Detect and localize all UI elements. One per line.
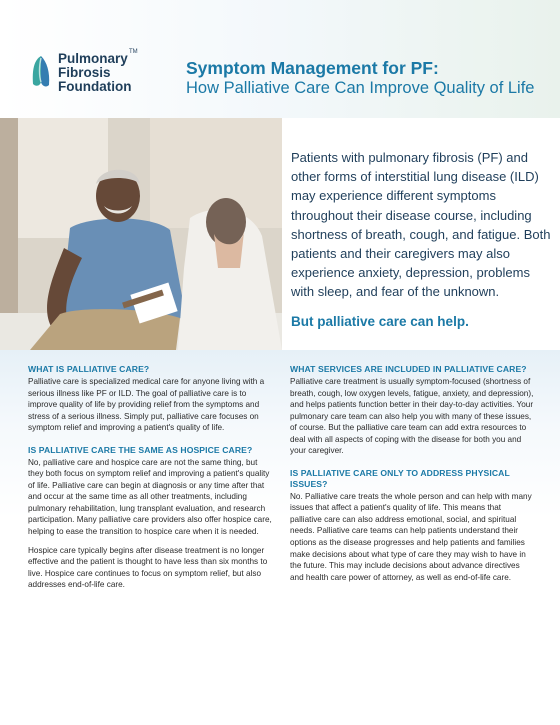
logo-line-foundation: Foundation bbox=[58, 79, 132, 94]
section-same-as-hospice bbox=[28, 445, 272, 591]
patient-and-caregiver-photo-icon bbox=[0, 118, 282, 350]
intro-tagline: But palliative care can help. bbox=[291, 314, 469, 329]
right-column bbox=[290, 364, 534, 583]
section-body: Palliative care treatment is usually symptom-focused (shortness of breath, cough, low oxygen levels, fatigue, anxiety, and depression), and helps patients function better in their day-to-day activities. Your pulmonary care team can also help you with many of these issues, of course. But the palliative care team can add extra resources to deal with all aspects of coping with the disease for both you and your caregiver. bbox=[290, 377, 534, 456]
section-body: Hospice care typically begins after disease treatment is no longer effective and the patient is thought to have less than six months to live. Hospice care continues to focus on symptom relief, but also addresses end-of-life care. bbox=[28, 545, 268, 590]
left-column bbox=[28, 364, 272, 591]
title-block bbox=[186, 58, 556, 98]
section-services-included bbox=[290, 364, 534, 457]
lung-logo-icon bbox=[30, 54, 52, 90]
section-body: No. Palliative care treats the whole person and can help with many issues that affect a patient's quality of life. This means that palliative care can also address emotional, social, and spiritual needs. Palliative care teams can help patients understand their options as the disease progresses and help patients and families make decisions about what type of care they may wish to have in the future. This may include decisions about advance directives and health care power of attorney, as well as end-of-life care. bbox=[290, 491, 532, 582]
spacer bbox=[290, 457, 534, 468]
spacer bbox=[28, 538, 272, 545]
page-title: Symptom Management for PF: bbox=[186, 58, 439, 78]
page-subtitle: How Palliative Care Can Improve Quality of Life bbox=[186, 79, 535, 97]
section-heading: IS PALLIATIVE CARE THE SAME AS HOSPICE CARE? bbox=[28, 444, 253, 455]
logo-line-fibrosis: Fibrosis bbox=[58, 65, 111, 80]
pff-logo[interactable] bbox=[22, 52, 132, 96]
trademark-mark: TM bbox=[129, 49, 138, 55]
section-body: No, palliative care and hospice care are not the same thing, but they both focus on symptom relief and improving a patient's quality of life. Palliative care can begin at diagnosis or any time after that and occur at the same time as all other treatments, including pulmonary rehabilitation, lung transplant evaluation, and research participation. Many palliative care providers also offer hospice care, helping to ease the transition to hospice care when it is needed. bbox=[28, 457, 272, 537]
intro-paragraph: Patients with pulmonary fibrosis (PF) and other forms of interstitial lung disease (ILD) may experience different symptoms throughout their disease course, including shortness of breath, cough, and fatigue. Both patients and their caregivers may also experience anxiety, depression, problems with sleep, and fear of the unknown. bbox=[291, 150, 551, 300]
header-banner bbox=[0, 0, 560, 118]
section-heading: IS PALLIATIVE CARE ONLY TO ADDRESS PHYSICAL ISSUES? bbox=[290, 467, 510, 489]
section-heading: WHAT IS PALLIATIVE CARE? bbox=[28, 364, 150, 374]
section-body: Palliative care is specialized medical care for anyone living with a serious illness like PF or ILD. The goal of palliative care is to improve quality of life by providing relief from the symptoms and stress of a serious illness. Simply put, palliative care focuses on symptom relief and improving a patient's quality of life. bbox=[28, 377, 265, 433]
spacer bbox=[28, 434, 272, 445]
logo-wordmark bbox=[58, 52, 131, 94]
section-heading: WHAT SERVICES ARE INCLUDED IN PALLIATIVE CARE? bbox=[290, 364, 527, 374]
section-only-physical-issues bbox=[290, 468, 534, 583]
logo-line-pulmonary: Pulmonary bbox=[58, 51, 128, 66]
patient-caregiver-photo bbox=[0, 118, 282, 350]
section-what-is-palliative-care bbox=[28, 364, 272, 434]
